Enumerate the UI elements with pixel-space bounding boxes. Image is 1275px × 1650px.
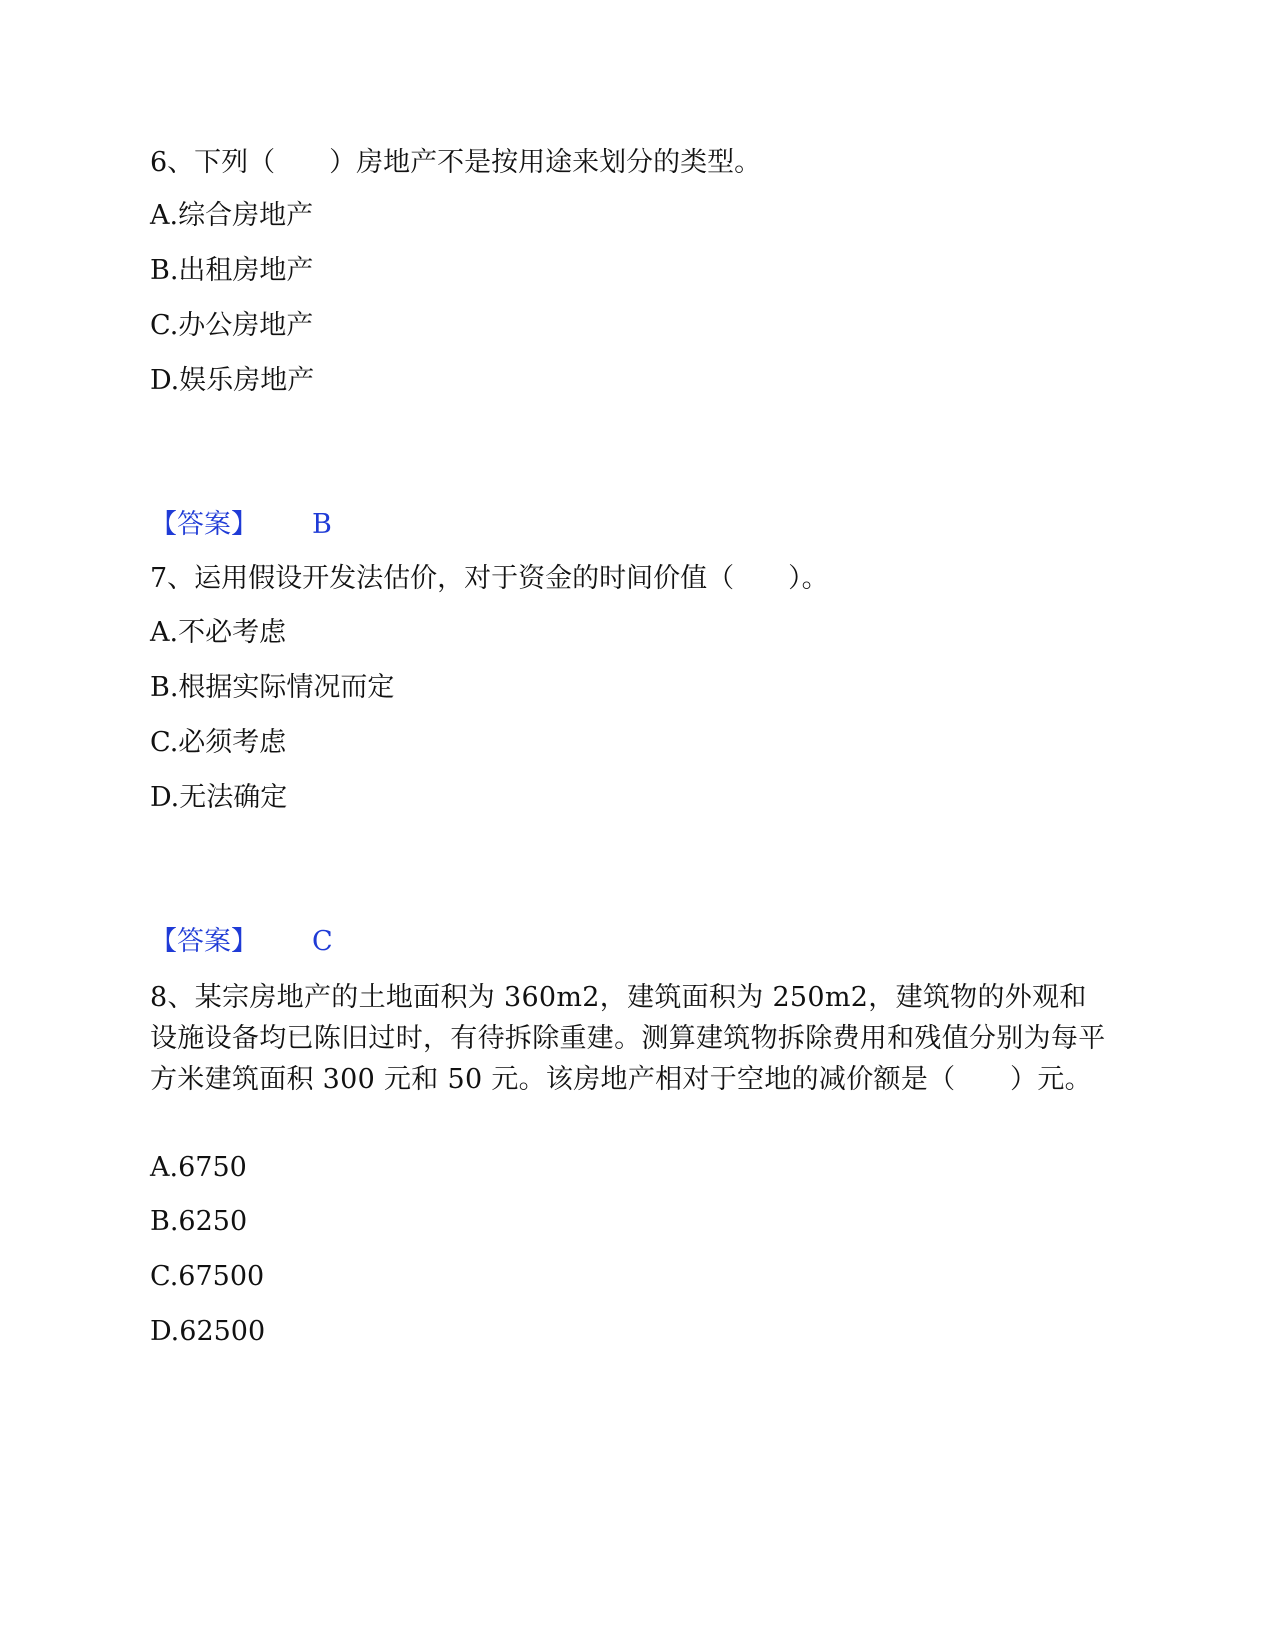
question-8-option-d: D.62500 — [150, 1316, 266, 1347]
question-7-option-b: B.根据实际情况而定 — [150, 672, 395, 703]
question-6-option-d: D.娱乐房地产 — [150, 365, 315, 396]
answer-label: 【答案】 — [150, 509, 258, 540]
answer-value: C — [312, 926, 333, 957]
question-6-stem: 6、下列（ ）房地产不是按用途来划分的类型。 — [150, 147, 762, 178]
question-7-stem: 7、运用假设开发法估价，对于资金的时间价值（ ）。 — [150, 563, 829, 594]
question-8-option-a: A.6750 — [150, 1152, 247, 1183]
question-8-option-b: B.6250 — [150, 1206, 248, 1237]
question-8-option-c: C.67500 — [150, 1261, 265, 1292]
question-7-option-d: D.无法确定 — [150, 782, 288, 813]
question-7-answer — [150, 925, 333, 959]
question-7-option-a: A.不必考虑 — [150, 617, 287, 648]
question-6-option-a: A.综合房地产 — [150, 200, 314, 231]
question-7-option-c: C.必须考虑 — [150, 727, 287, 758]
question-6-answer — [150, 508, 332, 542]
answer-label: 【答案】 — [150, 926, 258, 957]
question-6-option-b: B.出租房地产 — [150, 255, 314, 286]
answer-value: B — [312, 509, 332, 540]
question-6-option-c: C.办公房地产 — [150, 310, 314, 341]
question-8-stem: 8、某宗房地产的土地面积为 360m2，建筑面积为 250m2，建筑物的外观和设施设备均已陈旧过时，有待拆除重建。测算建筑物拆除费用和残值分别为每平方米建筑面积 300 元和 50 元。该房地产相对于空地的减价额是（ ）元。 — [150, 982, 1106, 1095]
